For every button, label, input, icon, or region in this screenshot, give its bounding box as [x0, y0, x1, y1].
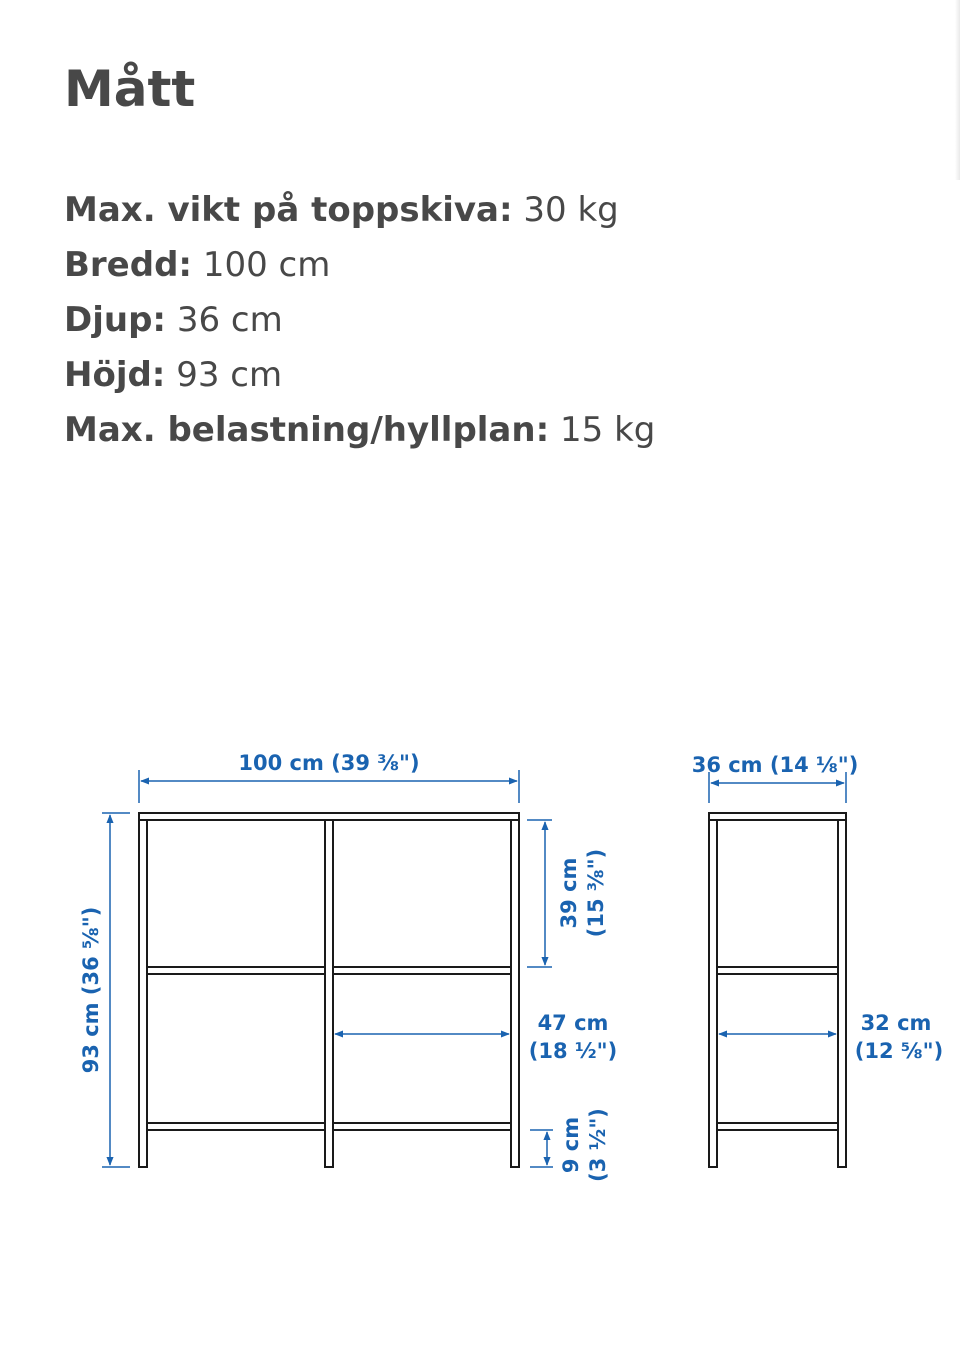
- front-middle-post: [325, 820, 333, 1167]
- bottom-gap-label-in: (3 ½"): [586, 1108, 610, 1182]
- top-gap-label-in: (15 ⅜"): [584, 848, 608, 938]
- spec-value: 100 cm: [202, 245, 331, 285]
- dimension-lines: [102, 770, 846, 1167]
- spec-value: 15 kg: [560, 410, 656, 450]
- spec-value: 93 cm: [176, 355, 283, 395]
- side-left-leg: [709, 820, 717, 1167]
- front-left-leg: [139, 820, 147, 1167]
- side-view-shelf: [709, 813, 846, 1167]
- front-bottom-rail-right: [333, 1123, 511, 1130]
- spec-value: 36 cm: [176, 300, 283, 340]
- side-shelf: [717, 967, 838, 974]
- spec-label: Bredd:: [64, 245, 193, 285]
- bottom-gap-label-cm: 9 cm: [559, 1116, 583, 1174]
- front-top-board: [139, 813, 519, 820]
- inner-width-label-cm: 47 cm: [537, 1011, 609, 1035]
- side-top-board: [709, 813, 846, 820]
- inner-width-label-in: (18 ½"): [528, 1039, 618, 1063]
- inner-depth-label-cm: 32 cm: [860, 1011, 932, 1035]
- front-right-leg: [511, 820, 519, 1167]
- width-label: 100 cm (39 ⅜"): [238, 751, 420, 775]
- spec-label: Max. belastning/hyllplan:: [64, 410, 550, 450]
- top-gap-label-cm: 39 cm: [557, 857, 581, 929]
- side-bottom-rail: [717, 1123, 838, 1130]
- height-label: 93 cm (36 ⅝"): [79, 906, 103, 1074]
- page-title: Mått: [64, 60, 196, 118]
- spec-label: Höjd:: [64, 355, 166, 395]
- spec-value: 30 kg: [523, 190, 619, 230]
- spec-label: Djup:: [64, 300, 167, 340]
- inner-depth-label-in: (12 ⅝"): [854, 1039, 944, 1063]
- front-shelf-left: [147, 967, 325, 974]
- front-shelf-right: [333, 967, 511, 974]
- depth-label: 36 cm (14 ⅛"): [691, 753, 859, 777]
- spec-label: Max. vikt på toppskiva:: [64, 190, 513, 230]
- front-bottom-rail-left: [147, 1123, 325, 1130]
- side-right-leg: [838, 820, 846, 1167]
- front-view-shelf: [139, 813, 519, 1167]
